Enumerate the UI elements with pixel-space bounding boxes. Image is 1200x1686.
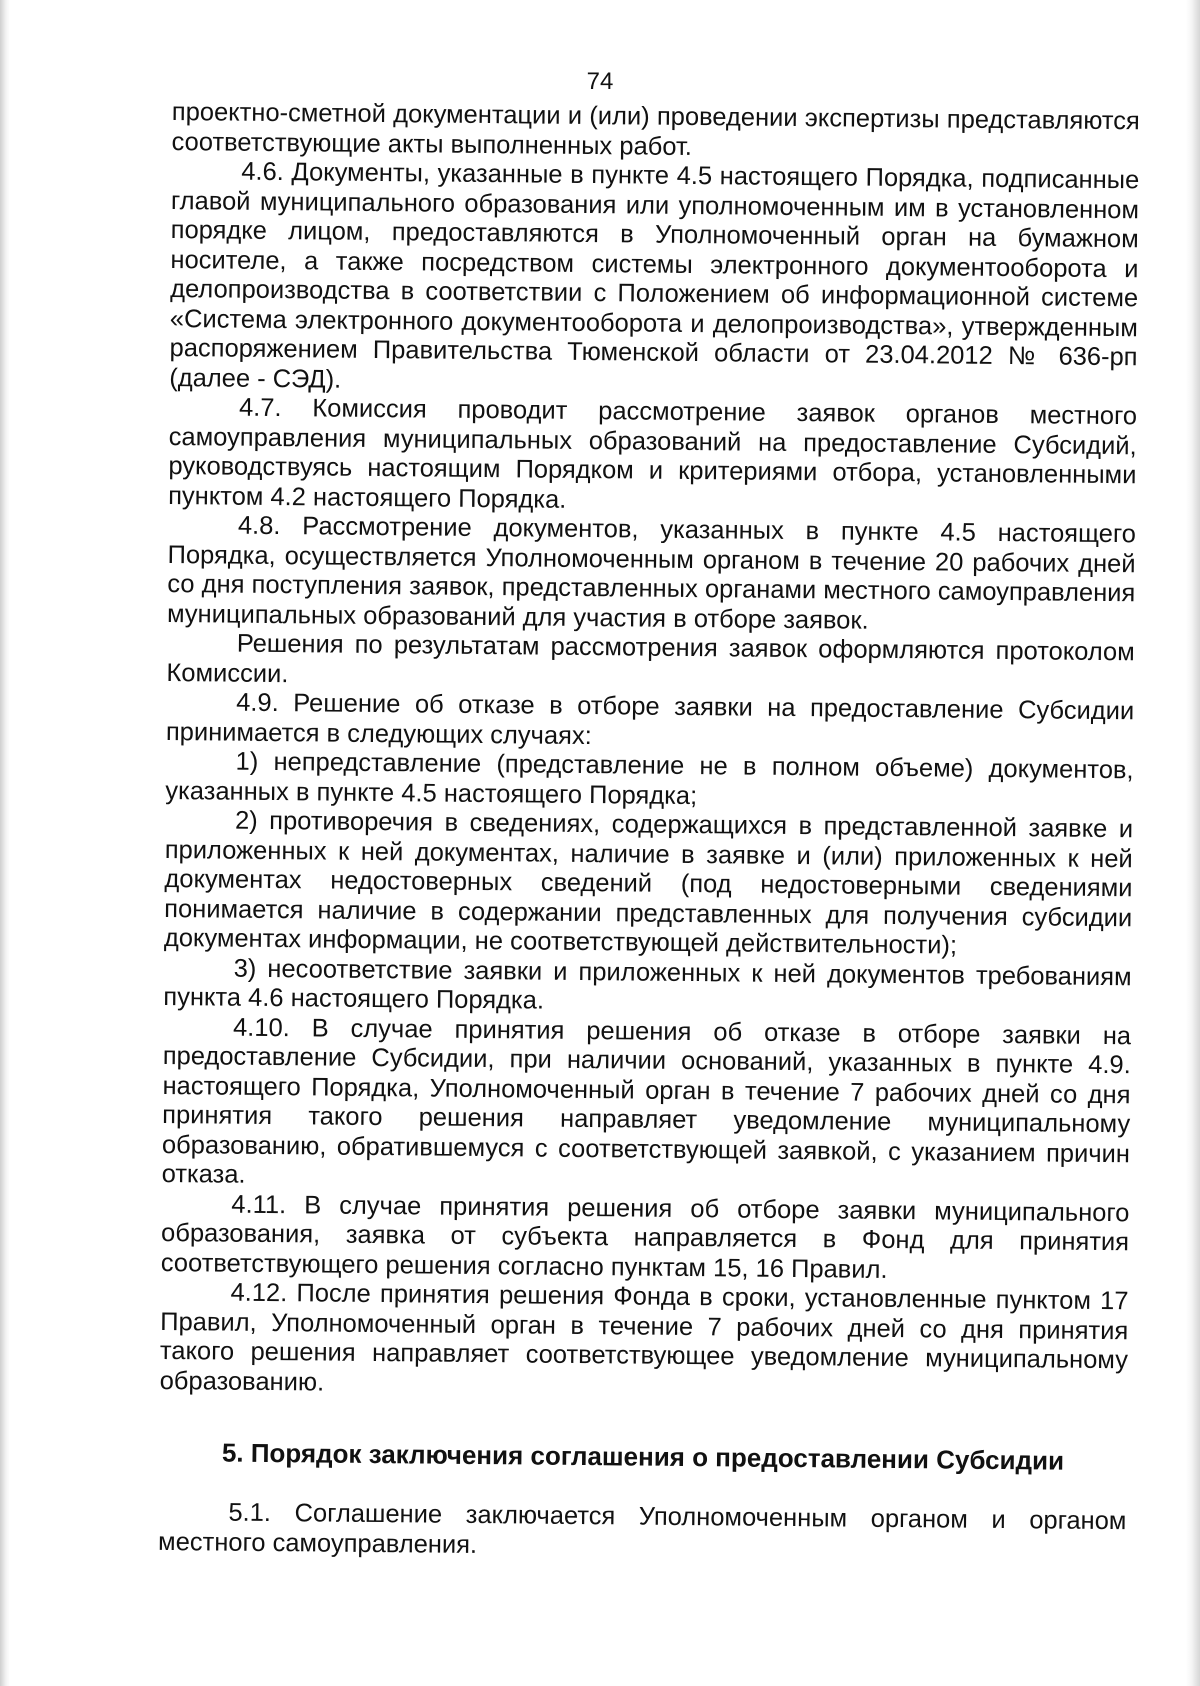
paragraph: 4.9. Решение об отказе в отборе заявки на предоставление Субсидии принимается в следующих случаях: — [165, 688, 1135, 750]
paragraph: 1) непредставление (представление не в полном объеме) документов, указанных в пункте 4.5 настоящего Порядка; — [165, 747, 1134, 810]
section-heading: 5. Порядок заключения соглашения о предоставлении Субсидии — [221, 1437, 1065, 1476]
paragraph: 4.11. В случае принятия решения об отборе заявки муниципального образования, заявка от субъекта направляется в Фонд для принятия соответствующего решения согласно пунктам 15, 16 Правил. — [160, 1190, 1130, 1284]
paragraphs-after — [158, 1498, 1127, 1566]
paragraph: 4.6. Документы, указанные в пункте 4.5 настоящего Порядка, подписанные главой муниципального образования или уполномоченным им в установленном порядке лицом, предоставляются в Уполномоченный орган на бумажном носителе, а также посредством системы электронного документооборота и делопроизводства в соответствии с Положением об информационной системе «Система электронного документооборота и делопроизводства», утвержденным распоряжением Правительства Тюменской области от 23.04.2012 № 636-рп (далее - СЭД). — [169, 157, 1140, 394]
scan-edge-left — [0, 0, 10, 1686]
paragraph: Решения по результатам рассмотрения заявок оформляются протоколом Комиссии. — [166, 629, 1135, 688]
page-number: 74 — [586, 68, 614, 95]
scan-edge-right — [1186, 0, 1200, 1686]
paragraph: 3) несоответствие заявки и приложенных к ней документов требованиям пункта 4.6 настоящего Порядка. — [163, 954, 1132, 1015]
paragraph: 5.1. Соглашение заключается Уполномоченным органом и органом местного самоуправления. — [158, 1498, 1127, 1559]
paragraph: проектно-сметной документации и (или) проведении экспертизы представляются соответствующие акты выполненных работ. — [171, 98, 1140, 161]
paragraph: 4.7. Комиссия проводит рассмотрение заявок органов местного самоуправления муниципальных образований на предоставление Субсидий, руководствуясь настоящим Порядком и критериями отбора, установленными пунктом 4.2 настоящего Порядка. — [168, 393, 1138, 514]
paragraph: 2) противоречия в сведениях, содержащихся в представленной заявке и приложенных к ней документах, наличие в заявке и (или) приложенных к ней документах недостоверных сведений (под недостоверными сведениями понимается наличие в содержании представленных для получения субсидии документах информации, не соответствующей действительности); — [163, 806, 1134, 960]
paragraph: 4.12. После принятия решения Фонда в сроки, установленные пунктом 17 Правил, Уполномоченный орган в течение 7 рабочих дней со дня принятия такого решения направляет соответствующее уведомление муниципальному образованию. — [159, 1278, 1129, 1397]
paragraph: 4.8. Рассмотрение документов, указанных в пункте 4.5 настоящего Порядка, осуществляется Уполномоченным органом в течение 20 рабочих дней со дня поступления заявок, представленных органами местного самоуправления муниципальных образований для участия в отборе заявок. — [166, 511, 1136, 635]
paragraphs-before — [160, 98, 1140, 1405]
document-body — [158, 98, 1140, 1566]
paragraph: 4.10. В случае принятия решения об отказе в отборе заявки на предоставление Субсидии, при наличии оснований, указанных в пункте 4.9. настоящего Порядка, Уполномоченный орган в течение 7 рабочих дней со дня принятия такого решения направляет уведомление муниципальному образованию, обратившемуся с соответствующей заявкой, с указанием причин отказа. — [161, 1013, 1132, 1189]
